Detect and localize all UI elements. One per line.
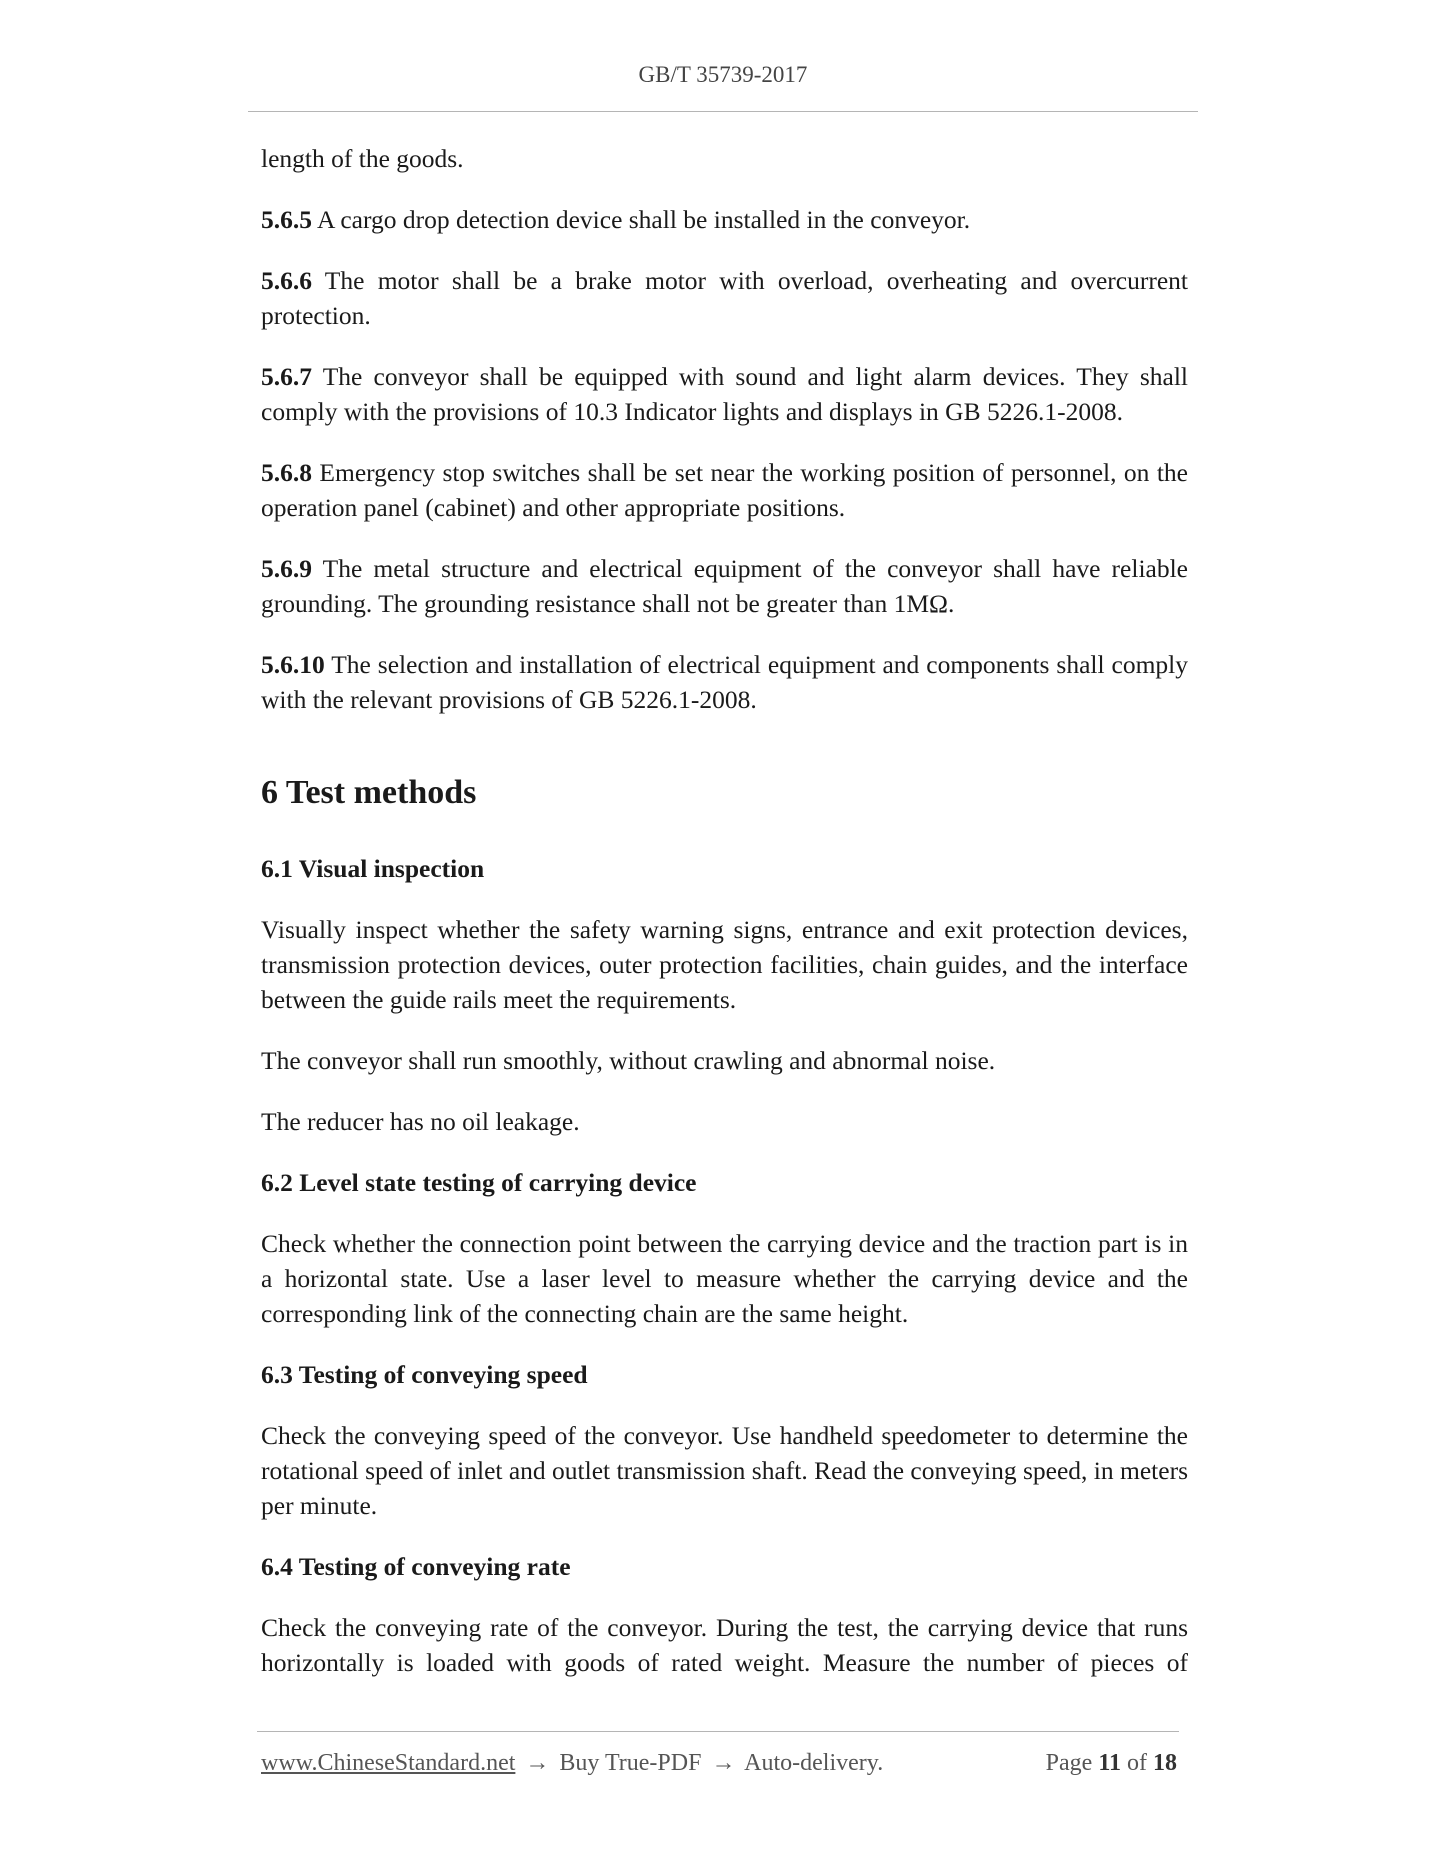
page-indicator bbox=[1046, 1750, 1177, 1777]
clause-5-6-9 bbox=[261, 551, 1188, 621]
clause-text: The metal structure and electrical equipment of the conveyor shall have reliable grounding. The grounding resistance shall not be greater than 1MΩ. bbox=[261, 554, 1188, 618]
clause-5-6-10 bbox=[261, 647, 1188, 717]
clause-5-6-7 bbox=[261, 359, 1188, 429]
clause-text: The selection and installation of electrical equipment and components shall comply with the relevant provisions of GB 5226.1-2008. bbox=[261, 650, 1188, 714]
subsection-6-2-heading: 6.2 Level state testing of carrying device bbox=[261, 1168, 697, 1197]
auto-delivery-text: Auto-delivery. bbox=[744, 1750, 884, 1776]
clause-number: 5.6.5 bbox=[261, 205, 312, 234]
clause-text: The motor shall be a brake motor with overload, overheating and overcurrent protection. bbox=[261, 266, 1188, 330]
section-6-heading: 6 Test methods bbox=[261, 774, 477, 811]
clause-number: 5.6.9 bbox=[261, 554, 312, 583]
page-header-standard-code: GB/T 35739-2017 bbox=[638, 62, 808, 87]
arrow-right-icon: → bbox=[711, 1750, 736, 1776]
of-label: of bbox=[1127, 1750, 1147, 1776]
paragraph-6-1-a: Visually inspect whether the safety warning signs, entrance and exit protection devices, transmission protection devices, outer protection facilities, chain guides, and the interface between the guide rails meet the requirements. bbox=[261, 915, 1188, 1014]
current-page-number: 11 bbox=[1098, 1750, 1121, 1776]
paragraph-6-1-c: The reducer has no oil leakage. bbox=[261, 1107, 580, 1136]
clause-5-6-6 bbox=[261, 263, 1188, 333]
subsection-6-3-heading: 6.3 Testing of conveying speed bbox=[261, 1360, 588, 1389]
footer-divider bbox=[257, 1731, 1179, 1732]
clause-text: Emergency stop switches shall be set near the working position of personnel, on the operation panel (cabinet) and other appropriate positions. bbox=[261, 458, 1188, 522]
document-body bbox=[261, 141, 1188, 1706]
subsection-6-1-heading: 6.1 Visual inspection bbox=[261, 854, 485, 883]
footer-promo bbox=[261, 1750, 883, 1777]
clause-number: 5.6.7 bbox=[261, 362, 312, 391]
header-divider bbox=[248, 111, 1198, 112]
paragraph-6-4: Check the conveying rate of the conveyor. During the test, the carrying device that runs horizontally is loaded with goods of rated weight. Measure the number of pieces of bbox=[261, 1613, 1188, 1677]
paragraph-6-1-b: The conveyor shall run smoothly, without crawling and abnormal noise. bbox=[261, 1046, 996, 1075]
paragraph-6-2: Check whether the connection point between the carrying device and the traction part is in a horizontal state. Use a laser level to measure whether the carrying device and the corresponding link of the connecting chain are the same height. bbox=[261, 1229, 1188, 1328]
subsection-6-4-heading: 6.4 Testing of conveying rate bbox=[261, 1552, 571, 1581]
site-link[interactable]: www.ChineseStandard.net bbox=[261, 1750, 516, 1776]
page-label: Page bbox=[1045, 1750, 1093, 1776]
clause-number: 5.6.6 bbox=[261, 266, 312, 295]
total-pages-number: 18 bbox=[1153, 1750, 1177, 1776]
buy-pdf-text: Buy True-PDF bbox=[559, 1750, 702, 1776]
clause-number: 5.6.8 bbox=[261, 458, 312, 487]
paragraph-6-3: Check the conveying speed of the conveyor. Use handheld speedometer to determine the rotational speed of inlet and outlet transmission shaft. Read the conveying speed, in meters per minute. bbox=[261, 1421, 1188, 1520]
clause-number: 5.6.10 bbox=[261, 650, 325, 679]
clause-text: A cargo drop detection device shall be installed in the conveyor. bbox=[312, 205, 971, 234]
clause-text: The conveyor shall be equipped with sound and light alarm devices. They shall comply with the provisions of 10.3 Indicator lights and displays in GB 5226.1-2008. bbox=[261, 362, 1188, 426]
clause-5-6-8 bbox=[261, 455, 1188, 525]
paragraph-continuation: length of the goods. bbox=[261, 144, 464, 173]
arrow-right-icon: → bbox=[525, 1750, 550, 1776]
clause-5-6-5 bbox=[261, 202, 1188, 237]
